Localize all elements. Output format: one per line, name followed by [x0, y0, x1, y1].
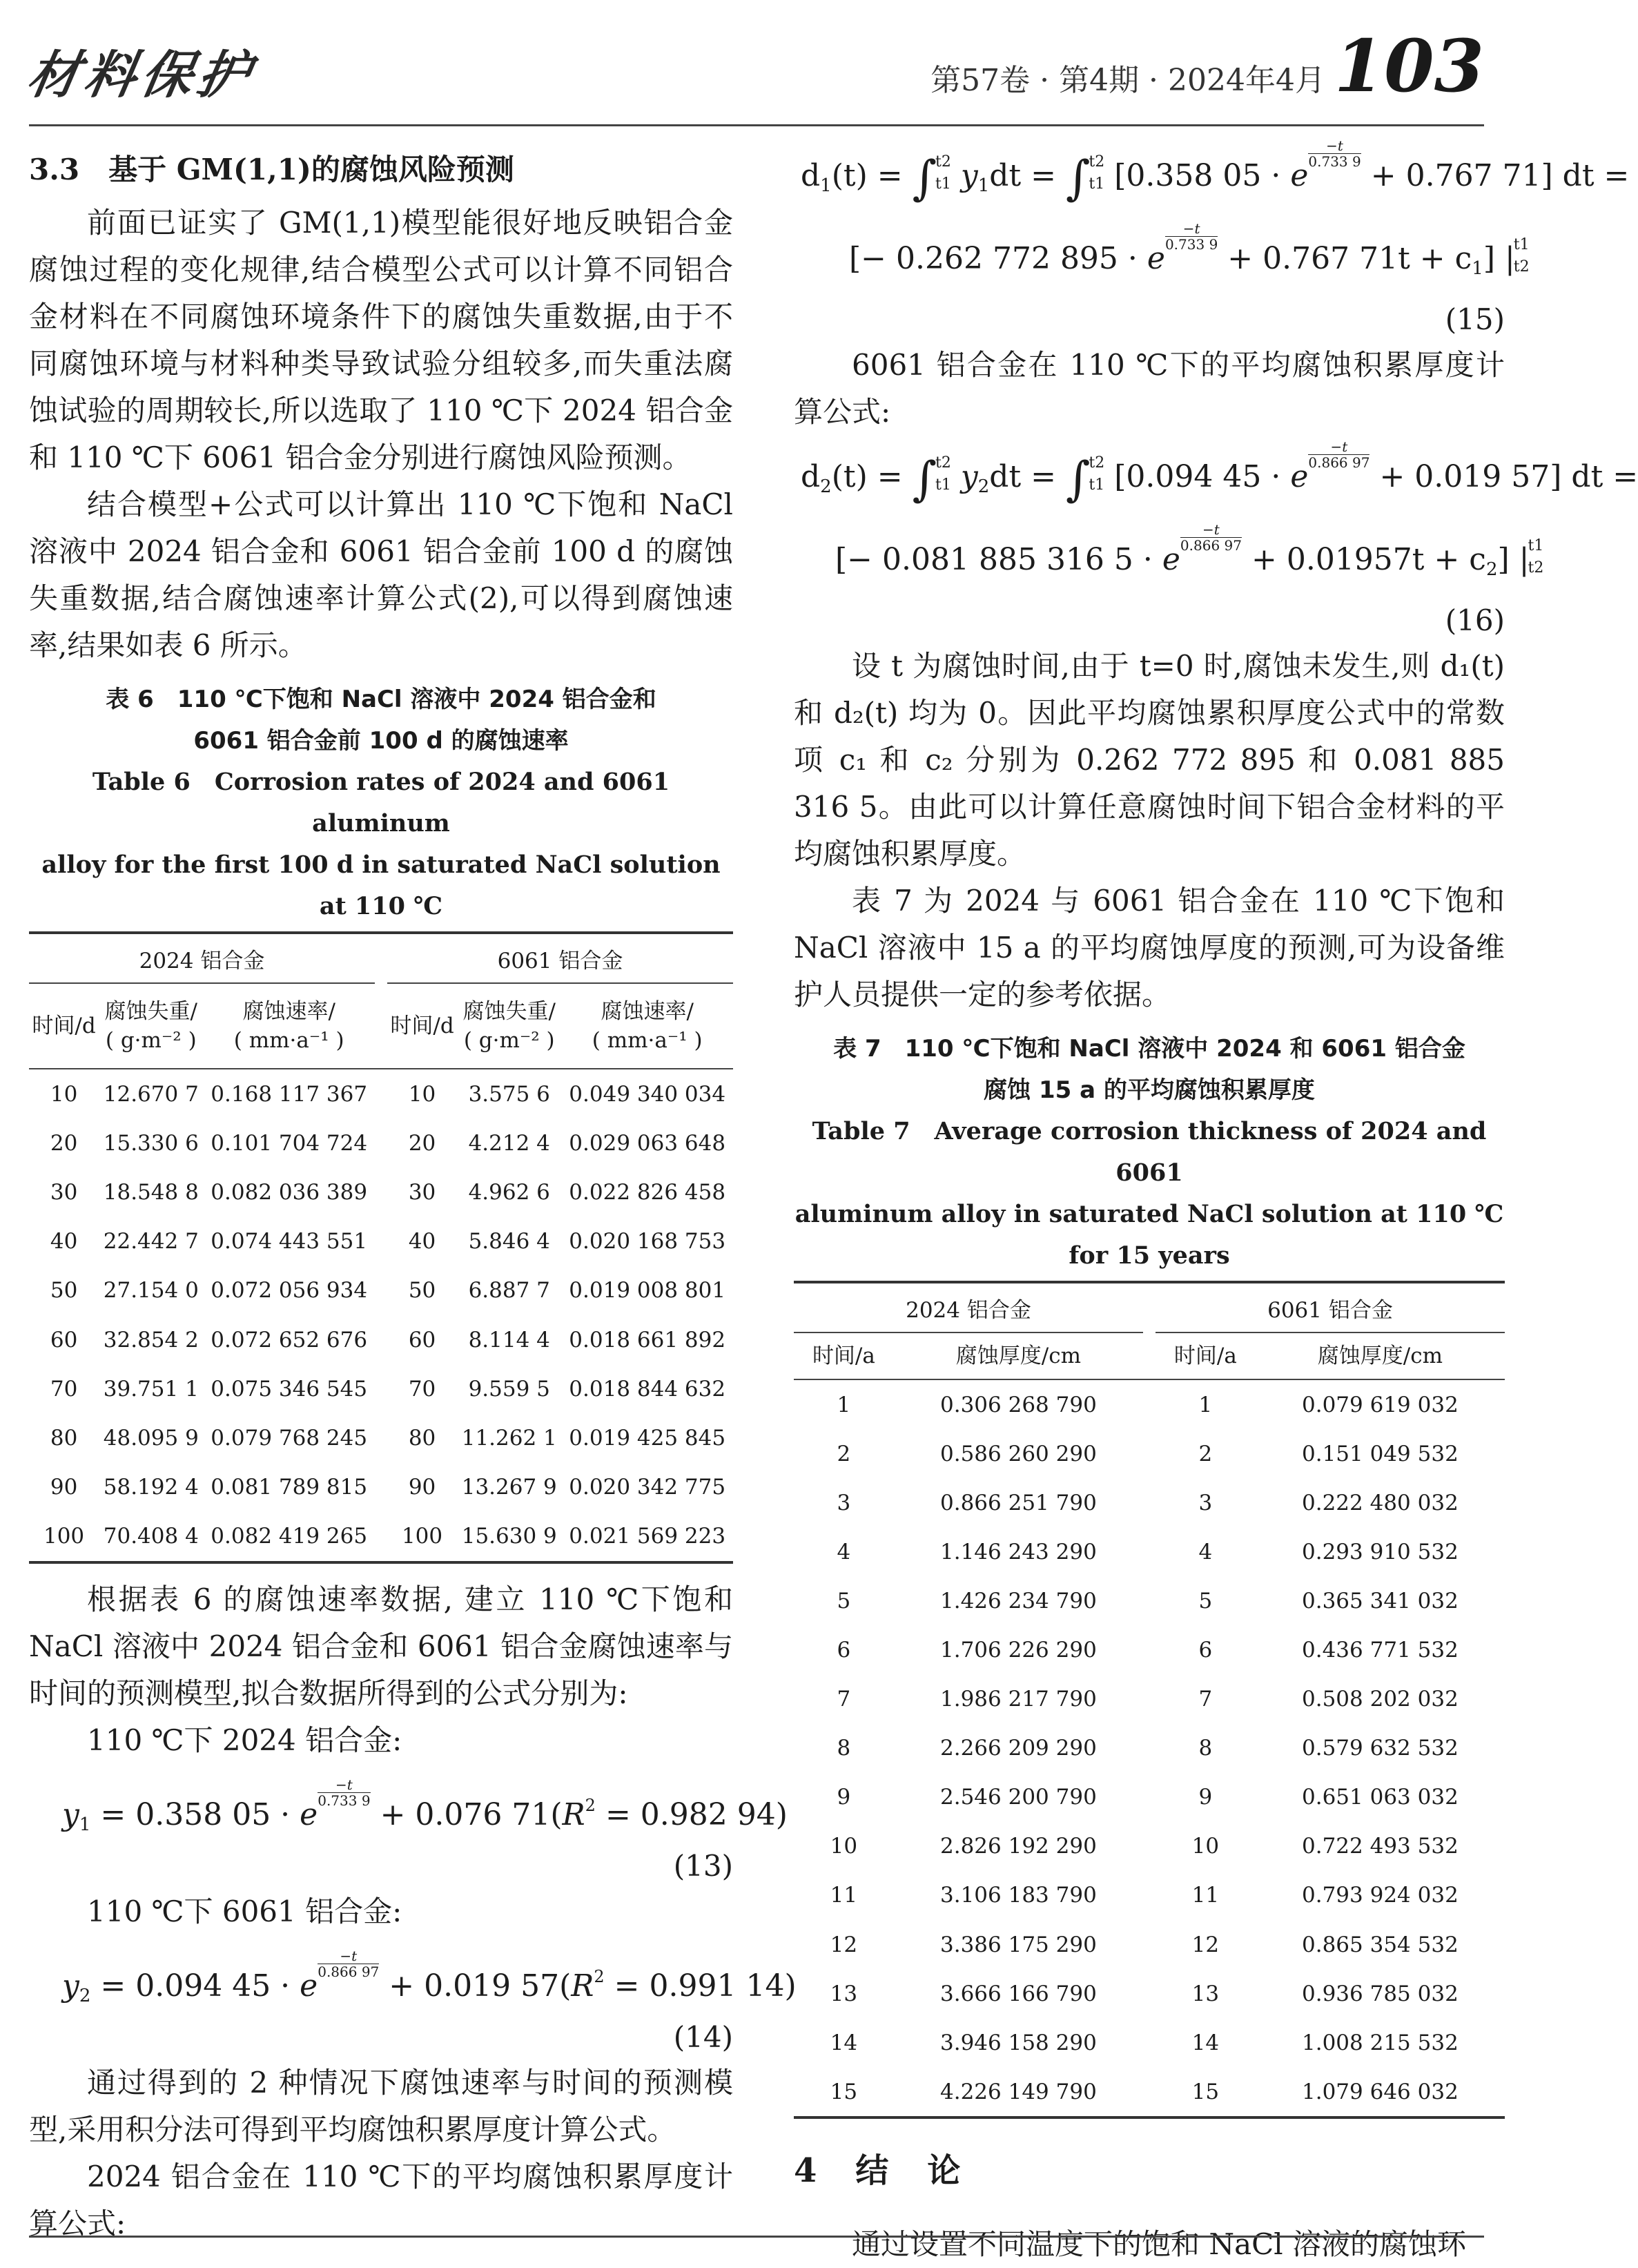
- table-row: [794, 1920, 1505, 1969]
- table6-caption-cn: 6061 铝合金前 100 d 的腐蚀速率: [193, 727, 569, 755]
- table-cell: 0.293 910 532: [1302, 1539, 1459, 1564]
- table-cell: 1: [837, 1392, 851, 1417]
- table-cell: 11.262 1: [461, 1425, 557, 1451]
- table6-col-loss: 腐蚀失重/ ( g·m⁻² ): [99, 983, 203, 1069]
- table-cell: 100: [401, 1524, 443, 1549]
- table-cell: 32.854 2: [103, 1327, 199, 1353]
- page-number: 103: [1334, 23, 1484, 108]
- table6-group-6061: 6061 铝合金: [387, 934, 733, 983]
- table-cell: 50: [408, 1278, 436, 1303]
- table-cell: 90: [408, 1475, 436, 1500]
- table-cell: 0.436 771 532: [1302, 1638, 1459, 1663]
- table-cell: 1.008 215 532: [1302, 2030, 1459, 2055]
- table-row: [29, 1364, 733, 1413]
- table-cell: 18.548 8: [103, 1179, 199, 1205]
- table-row: [794, 1379, 1505, 1429]
- table6-col-rate: 腐蚀速率/ ( mm·a⁻¹ ): [561, 983, 733, 1069]
- paragraph: 表 7 为 2024 与 6061 铝合金在 110 ℃下饱和 NaCl 溶液中 15 a 的平均腐蚀厚度的预测,可为设备维护人员提供一定的参考依据。: [794, 884, 1505, 1011]
- table-cell: 15: [1191, 2079, 1220, 2104]
- table6-caption-en: Table 6 Corrosion rates of 2024 and 6061 aluminum: [92, 768, 670, 837]
- table-cell: 0.072 056 934: [211, 1278, 368, 1303]
- table-cell: 0.866 251 790: [940, 1490, 1097, 1515]
- table-cell: 10: [1191, 1834, 1220, 1859]
- table-row: [794, 1969, 1505, 2018]
- table-cell: 60: [50, 1327, 78, 1353]
- table-cell: 14: [830, 2030, 858, 2055]
- table-cell: 27.154 0: [103, 1278, 199, 1303]
- paragraph: 结合模型+公式可以计算出 110 ℃下饱和 NaCl 溶液中 2024 铝合金和 6061 铝合金前 100 d 的腐蚀失重数据,结合腐蚀速率计算公式(2),可以得到腐蚀速率,结果如表 6 所示。: [29, 487, 733, 662]
- table-cell: 0.019 008 801: [569, 1278, 726, 1303]
- label-6061: 110 ℃下 6061 铝合金:: [87, 1894, 402, 1928]
- table-cell: 0.018 844 632: [569, 1376, 726, 1402]
- table-cell: 9: [1198, 1785, 1213, 1810]
- table-cell: 22.442 7: [103, 1229, 199, 1254]
- paragraph: 前面已证实了 GM(1,1)模型能很好地反映铝合金腐蚀过程的变化规律,结合模型公式可以计算不同铝合金材料在不同腐蚀环境条件下的腐蚀失重数据,由于不同腐蚀环境与材料种类导致试验分组较多,而失重法腐蚀试验的周期较长,所以选取了 110 ℃下 2024 铝合金和 110 ℃下 6061 铝合金分别进行腐蚀风险预测。: [29, 206, 733, 474]
- table7-col-time: 时间/a: [794, 1332, 894, 1379]
- table-cell: 70: [50, 1376, 78, 1402]
- table-row: [794, 2067, 1505, 2116]
- table-cell: 11: [830, 1883, 858, 1908]
- table-cell: 0.082 036 389: [211, 1179, 368, 1205]
- table-cell: 0.101 704 724: [211, 1130, 368, 1156]
- table-cell: 0.029 063 648: [569, 1130, 726, 1156]
- table-cell: 11: [1191, 1883, 1220, 1908]
- table-row: [794, 1429, 1505, 1478]
- table-cell: 0.074 443 551: [211, 1229, 368, 1254]
- table-row: [29, 1463, 733, 1512]
- table-cell: 0.079 768 245: [211, 1425, 368, 1451]
- table-cell: 90: [50, 1475, 78, 1500]
- table-cell: 4: [837, 1539, 851, 1564]
- table-cell: 1.986 217 790: [940, 1687, 1097, 1712]
- table-cell: 0.022 826 458: [569, 1179, 726, 1205]
- table-cell: 70.408 4: [103, 1524, 199, 1549]
- table-row: [794, 1822, 1505, 1871]
- table-cell: 8.114 4: [468, 1327, 550, 1353]
- table-cell: 0.168 117 367: [211, 1081, 368, 1107]
- table-cell: 2: [837, 1441, 851, 1466]
- table-cell: 7: [837, 1687, 851, 1712]
- equation-14: y2 = 0.094 45 · e $\frac{-t}{0.866 97}$ + 0.019 $57(R^2 = 0.991$ 14): [62, 1947, 797, 2006]
- table-cell: 0.722 493 532: [1302, 1834, 1459, 1859]
- table-cell: 0.151 049 532: [1302, 1441, 1459, 1466]
- table-cell: 12: [830, 1932, 858, 1957]
- paragraph: 2024 铝合金在 110 ℃下的平均腐蚀积累厚度计算公式:: [29, 2159, 733, 2240]
- table6-col-time: 时间/d: [29, 983, 99, 1069]
- table7-caption-en: aluminum alloy in saturated NaCl solution at 110 ℃ for 15 years: [794, 1200, 1504, 1270]
- footer-rule: [29, 2236, 1484, 2238]
- table-cell: 1.706 226 290: [940, 1638, 1097, 1663]
- page-header: [23, 19, 1484, 123]
- table7-caption-en: Table 7 Average corrosion thickness of 2024 and 6061: [812, 1117, 1487, 1187]
- table6-col-time: 时间/d: [387, 983, 457, 1069]
- equation-number: (16): [1445, 603, 1505, 637]
- section-3-3-title: 3.3 基于 GM(1,1)的腐蚀风险预测: [29, 153, 514, 186]
- table-cell: 9.559 5: [468, 1376, 550, 1402]
- equation-16-line2: [− 0.081 885 316 5 · e $\frac{-t}{0.866 97}$ + 0.01957t + c2] | t1 t2: [835, 521, 1544, 580]
- table-cell: 6.887 7: [468, 1278, 550, 1303]
- table-cell: 0.075 346 545: [211, 1376, 368, 1402]
- table-cell: 0.021 569 223: [569, 1524, 726, 1549]
- table7-group-6061: 6061 铝合金: [1156, 1283, 1505, 1332]
- table-cell: 0.579 632 532: [1302, 1736, 1459, 1761]
- table7-caption-cn: 表 7 110 ℃下饱和 NaCl 溶液中 2024 和 6061 铝合金: [833, 1035, 1465, 1063]
- table-cell: 0.020 342 775: [569, 1475, 726, 1500]
- table7-col-thickness: 腐蚀厚度/cm: [894, 1332, 1143, 1379]
- table-cell: 3: [1198, 1490, 1213, 1515]
- equation-number: (13): [673, 1848, 733, 1883]
- table-cell: 30: [408, 1179, 436, 1205]
- table-row: [794, 2018, 1505, 2067]
- table-cell: 4: [1198, 1539, 1213, 1564]
- table-cell: 9: [837, 1785, 851, 1810]
- table-cell: 13.267 9: [461, 1475, 557, 1500]
- table-cell: 0.081 789 815: [211, 1475, 368, 1500]
- table6-col-loss: 腐蚀失重/ ( g·m⁻² ): [457, 983, 561, 1069]
- table-cell: 0.082 419 265: [211, 1524, 368, 1549]
- table-row: [29, 1217, 733, 1266]
- equation-15-line2: [− 0.262 772 895 · e $\frac{-t}{0.733 9}$ + 0.767 71t + c1] | t1 t2: [849, 220, 1530, 279]
- issue-info: 第57卷 · 第4期 · 2024年4月: [930, 63, 1325, 98]
- paragraph: 6061 铝合金在 110 ℃下的平均腐蚀积累厚度计算公式:: [794, 348, 1505, 429]
- paragraph: 根据表 6 的腐蚀速率数据, 建立 110 ℃下饱和 NaCl 溶液中 2024 铝合金和 6061 铝合金腐蚀速率与时间的预测模型,拟合数据所得到的公式分别为:: [29, 1582, 733, 1710]
- table-cell: 0.018 661 892: [569, 1327, 726, 1353]
- table-row: [29, 1315, 733, 1364]
- journal-logo: 材料保护: [23, 46, 260, 105]
- table-cell: 3.575 6: [468, 1081, 550, 1107]
- table-cell: 1.426 234 790: [940, 1588, 1097, 1613]
- table6-group-2024: 2024 铝合金: [29, 934, 375, 983]
- table6-col-rate: 腐蚀速率/ ( mm·a⁻¹ ): [203, 983, 375, 1069]
- table7-col-thickness: 腐蚀厚度/cm: [1256, 1332, 1505, 1379]
- equation-15-line1: d1(t) = ∫ t2 t1 y1dt = ∫ t2 t1 [0.358 05 · e $\frac{-t}{0.733 9}$ + 0.767 71] dt =: [801, 137, 1630, 206]
- table-row: [794, 1576, 1505, 1625]
- table-cell: 12.670 7: [103, 1081, 199, 1107]
- table-row: [29, 1512, 733, 1561]
- table-cell: 4.226 149 790: [940, 2079, 1097, 2104]
- section-4-title: 4 结 论: [794, 2151, 964, 2191]
- table-cell: 5: [837, 1588, 851, 1613]
- table-cell: 0.072 652 676: [211, 1327, 368, 1353]
- paragraph: 通过设置不同温度下的饱和 NaCl 溶液的腐蚀环: [852, 2227, 1467, 2262]
- table-cell: 13: [1191, 1981, 1220, 2006]
- table-7: [794, 1281, 1505, 2119]
- table-cell: 10: [408, 1081, 436, 1107]
- table-cell: 1.146 243 290: [940, 1539, 1097, 1564]
- table6-caption-en: alloy for the first 100 d in saturated NaCl solution at 110 ℃: [41, 851, 721, 920]
- equation-13: y1 = 0.358 05 · e $\frac{-t}{0.733 9}$ + 0.076 $71(R^2 = 0.982$ 94): [62, 1776, 788, 1835]
- table-cell: 3: [837, 1490, 851, 1515]
- table-cell: 40: [50, 1229, 78, 1254]
- table-cell: 0.936 785 032: [1302, 1981, 1459, 2006]
- equation-number: (14): [673, 2019, 733, 2054]
- table-cell: 0.049 340 034: [569, 1081, 726, 1107]
- table-cell: 8: [837, 1736, 851, 1761]
- table-cell: 30: [50, 1179, 78, 1205]
- label-2024: 110 ℃下 2024 铝合金:: [87, 1723, 402, 1757]
- table-row: [29, 1167, 733, 1217]
- table-cell: 0.020 168 753: [569, 1229, 726, 1254]
- table-cell: 0.793 924 032: [1302, 1883, 1459, 1908]
- table-cell: 2.826 192 290: [940, 1834, 1097, 1859]
- table-row: [29, 1413, 733, 1462]
- equation-number: (15): [1445, 302, 1505, 336]
- table-cell: 50: [50, 1278, 78, 1303]
- table-cell: 20: [50, 1130, 78, 1156]
- table-cell: 0.019 425 845: [569, 1425, 726, 1451]
- table-cell: 1: [1198, 1392, 1213, 1417]
- table-cell: 20: [408, 1130, 436, 1156]
- table-row: [794, 1527, 1505, 1576]
- table-cell: 15.330 6: [103, 1130, 199, 1156]
- table7-group-2024: 2024 铝合金: [794, 1283, 1143, 1332]
- table-cell: 12: [1191, 1932, 1220, 1957]
- table-row: [794, 1675, 1505, 1724]
- table-cell: 0.651 063 032: [1302, 1785, 1459, 1810]
- table-cell: 6: [837, 1638, 851, 1663]
- left-column: [29, 135, 797, 2247]
- table-row: [794, 1773, 1505, 1822]
- table-row: [29, 1118, 733, 1167]
- table-cell: 48.095 9: [103, 1425, 199, 1451]
- table-cell: 10: [830, 1834, 858, 1859]
- table-cell: 15: [830, 2079, 858, 2104]
- paragraph: 通过得到的 2 种情况下腐蚀速率与时间的预测模型,采用积分法可得到平均腐蚀积累厚度计算公式。: [29, 2065, 733, 2146]
- table-cell: 39.751 1: [103, 1376, 199, 1402]
- table-row: [29, 1069, 733, 1118]
- table-cell: 14: [1191, 2030, 1220, 2055]
- table-cell: 0.222 480 032: [1302, 1490, 1459, 1515]
- table-cell: 15.630 9: [461, 1524, 557, 1549]
- table-cell: 0.365 341 032: [1302, 1588, 1459, 1613]
- table-row: [794, 1625, 1505, 1674]
- table-cell: 7: [1198, 1687, 1213, 1712]
- table-cell: 4.212 4: [468, 1130, 550, 1156]
- table7-col-time: 时间/a: [1156, 1332, 1256, 1379]
- table-cell: 5.846 4: [468, 1229, 550, 1254]
- table-row: [794, 1871, 1505, 1920]
- table-6: [29, 931, 733, 1564]
- table-cell: 80: [50, 1425, 78, 1451]
- table-cell: 2.266 209 290: [940, 1736, 1097, 1761]
- table-row: [29, 1266, 733, 1315]
- table-cell: 2: [1198, 1441, 1213, 1466]
- table-cell: 8: [1198, 1736, 1213, 1761]
- table-cell: 0.079 619 032: [1302, 1392, 1459, 1417]
- table-cell: 6: [1198, 1638, 1213, 1663]
- table-cell: 60: [408, 1327, 436, 1353]
- table-cell: 58.192 4: [103, 1475, 199, 1500]
- table6-caption-cn: 表 6 110 ℃下饱和 NaCl 溶液中 2024 铝合金和: [106, 686, 656, 713]
- table-cell: 3.386 175 290: [940, 1932, 1097, 1957]
- table-cell: 13: [830, 1981, 858, 2006]
- table-cell: 5: [1198, 1588, 1213, 1613]
- table-cell: 0.306 268 790: [940, 1392, 1097, 1417]
- table-cell: 4.962 6: [468, 1179, 550, 1205]
- table-cell: 3.666 166 790: [940, 1981, 1097, 2006]
- equation-16-line1: d2(t) = ∫ t2 t1 y2dt = ∫ t2 t1 [0.094 45 · e $\frac{-t}{0.866 97}$ + 0.019 57] dt =: [801, 438, 1638, 507]
- table-cell: 40: [408, 1229, 436, 1254]
- table-cell: 0.508 202 032: [1302, 1687, 1459, 1712]
- table-cell: 1.079 646 032: [1302, 2079, 1459, 2104]
- right-column: [794, 135, 1638, 2268]
- table-cell: 100: [43, 1524, 85, 1549]
- table-row: [794, 1724, 1505, 1773]
- table7-caption-cn: 腐蚀 15 a 的平均腐蚀积累厚度: [984, 1076, 1315, 1104]
- table-cell: 3.106 183 790: [940, 1883, 1097, 1908]
- header-rule: [29, 124, 1484, 126]
- table-cell: 0.586 260 290: [940, 1441, 1097, 1466]
- table-cell: 70: [408, 1376, 436, 1402]
- table-cell: 2.546 200 790: [940, 1785, 1097, 1810]
- table-row: [794, 1478, 1505, 1527]
- table-cell: 80: [408, 1425, 436, 1451]
- paragraph: 设 t 为腐蚀时间,由于 t=0 时,腐蚀未发生,则 d₁(t) 和 d₂(t) 均为 0。因此平均腐蚀累积厚度公式中的常数项 c₁ 和 c₂ 分别为 0.262 772 895 和 0.081 885 316 5。由此可以计算任意腐蚀时间下铝合金材料的平均腐蚀积累厚度。: [794, 649, 1505, 871]
- table-cell: 3.946 158 290: [940, 2030, 1097, 2055]
- table-cell: 0.865 354 532: [1302, 1932, 1459, 1957]
- table-cell: 10: [50, 1081, 78, 1107]
